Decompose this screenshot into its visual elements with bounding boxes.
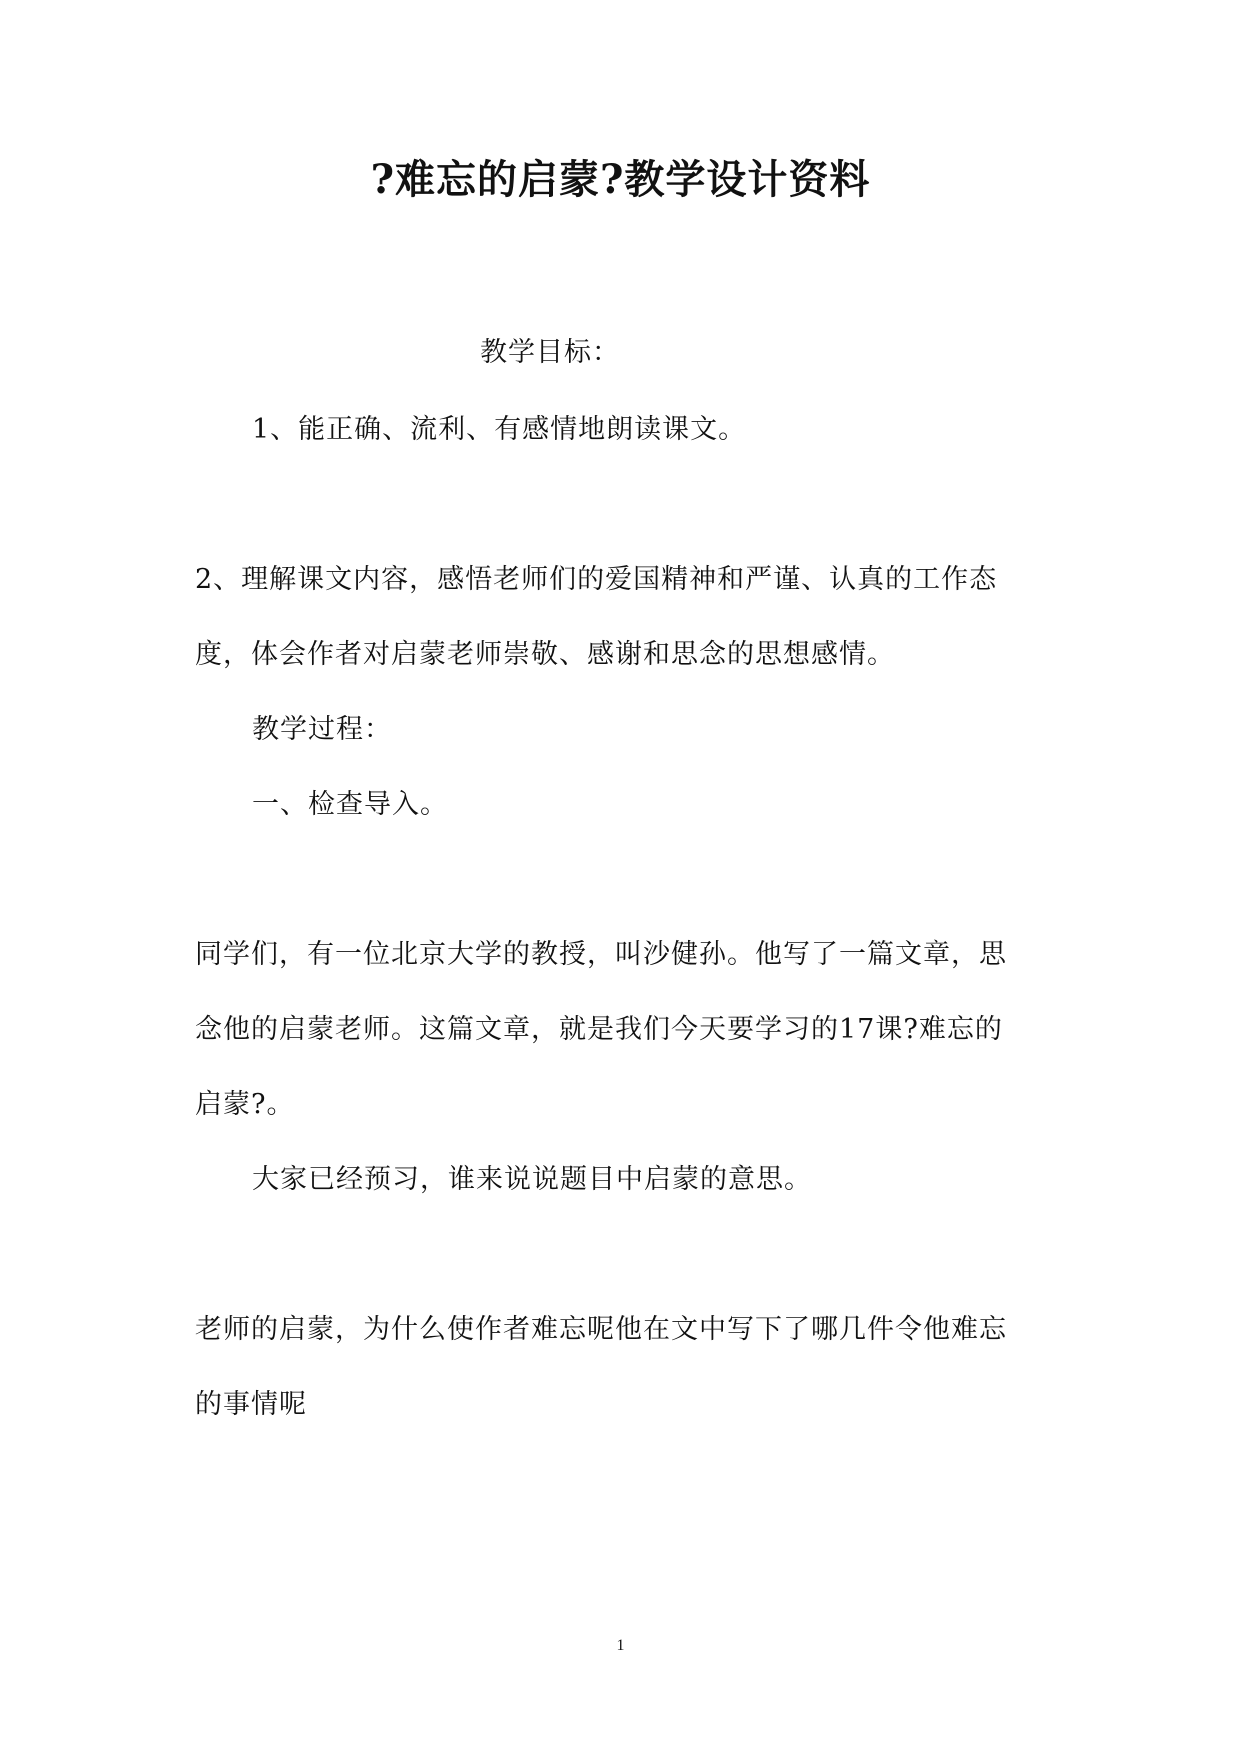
page-number: 1: [616, 1637, 625, 1654]
objective-2-line-1: 2、理解课文内容，感悟老师们的爱国精神和严谨、认真的工作态: [195, 564, 998, 595]
process-heading: 教学过程：: [252, 714, 392, 745]
intro-line-3: 启蒙?。: [195, 1089, 295, 1120]
intro-line-1: 同学们，有一位北京大学的教授，叫沙健孙。他写了一篇文章，思: [195, 939, 1007, 970]
objective-2-line-2: 度，体会作者对启蒙老师崇敬、感谢和思念的思想感情。: [195, 639, 895, 670]
question-line-1: 老师的启蒙，为什么使作者难忘呢他在文中写下了哪几件令他难忘: [195, 1314, 1007, 1345]
objective-1: 1、能正确、流利、有感情地朗读课文。: [252, 414, 747, 445]
step-1-heading: 一、检查导入。: [252, 789, 448, 820]
objectives-heading: 教学目标：: [480, 337, 620, 368]
question-line-2: 的事情呢: [195, 1389, 307, 1420]
intro-line-2: 念他的启蒙老师。这篇文章，就是我们今天要学习的17课?难忘的: [195, 1014, 1003, 1045]
preview-paragraph: 大家已经预习，谁来说说题目中启蒙的意思。: [252, 1164, 812, 1195]
document-title: ?难忘的启蒙?教学设计资料: [370, 156, 871, 203]
